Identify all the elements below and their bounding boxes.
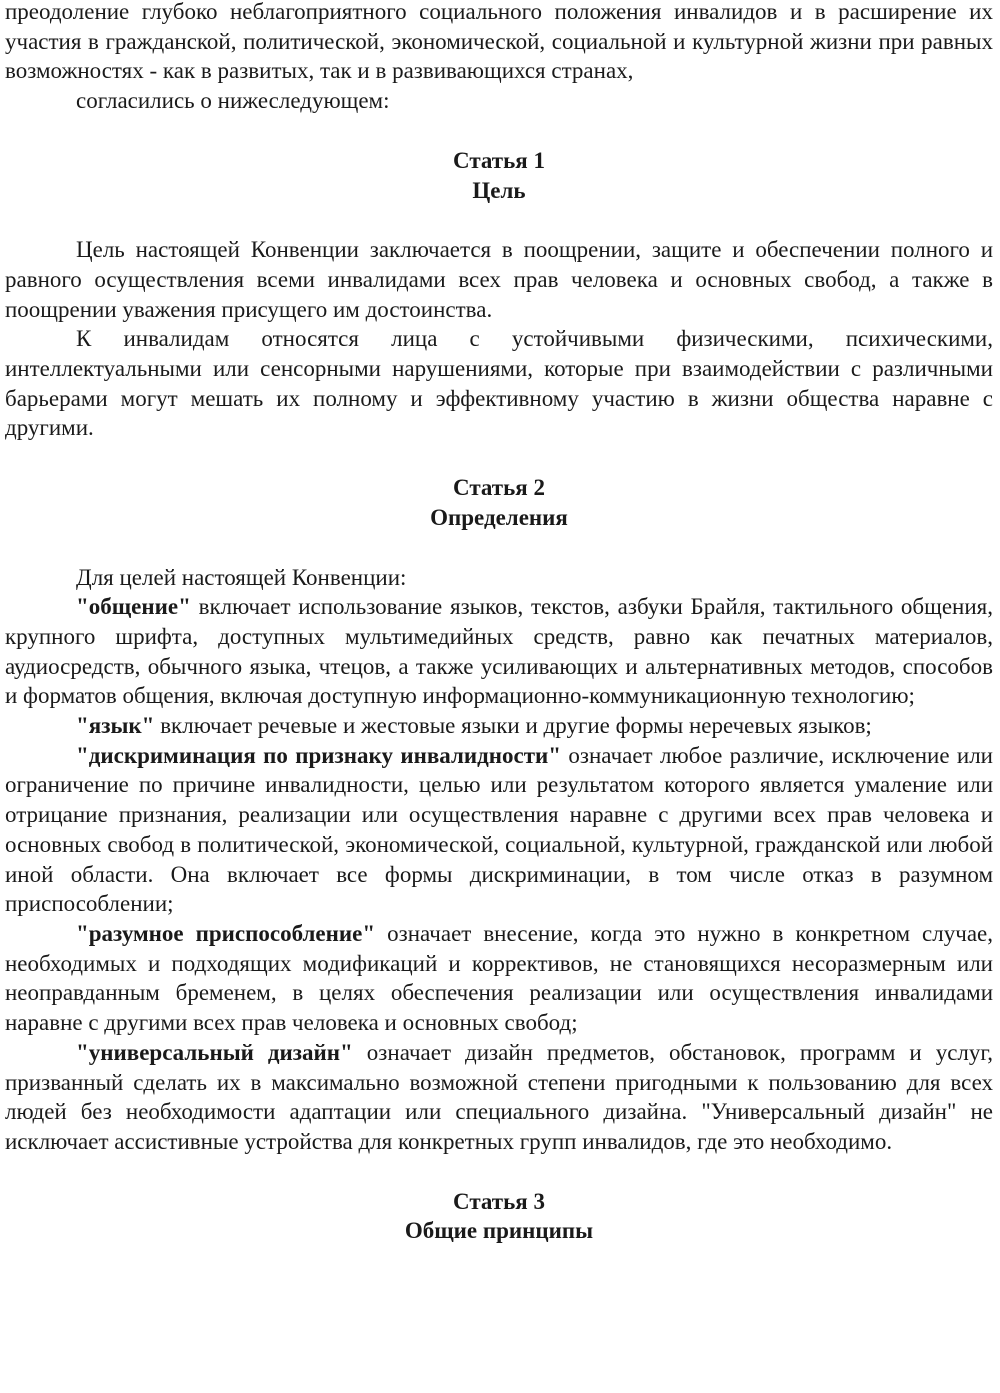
spacer xyxy=(5,116,993,146)
spacer xyxy=(5,533,993,563)
definition-text: включает речевые и жестовые языки и другие формы неречевых языков; xyxy=(154,713,872,739)
definition-term: "дискриминация по признаку инвалидности" xyxy=(76,742,562,768)
definition-text: означает дизайн предметов, обстановок, программ и услуг, призванный сделать их в максимально возможной степени пригодными к пользованию для всех людей без необходимости адаптации или специального дизайна. "Универсальный дизайн" не исключает ассистивные устройства для конкретных групп инвалидов, где это необходимо. xyxy=(5,1039,993,1154)
definition-text: включает использование языков, текстов, азбуки Брайля, тактильного общения, крупного шрифта, доступных мультимедийных средств, равно как печатных материалов, аудиосредств, обычного языка, чтецов, а также усиливающих и альтернативных методов, способов и форматов общения, включая доступную информационно-коммуникационную технологию; xyxy=(5,594,993,709)
article1-title: Цель xyxy=(472,177,526,203)
definition-term: "общение" xyxy=(76,594,191,620)
definition-discrimination xyxy=(5,741,993,919)
definition-reasonable-accommodation xyxy=(5,919,993,1038)
definition-text: означает внесение, когда это нужно в конкретном случае, необходимых и подходящих модификаций и коррективов, не становящихся несоразмерным или неоправданным бременем, в целях обеспечения реализации или осуществления инвалидами наравне с другими всех прав человека и основных свобод; xyxy=(5,920,993,1036)
article2-number: Статья 2 xyxy=(453,475,545,501)
article3-title: Общие принципы xyxy=(404,1218,594,1244)
article2-title: Определения xyxy=(430,504,568,530)
spacer xyxy=(5,443,993,473)
intro-continuation: преодоление глубоко неблагоприятного социального положения инвалидов и в расширение их участия в гражданской, политической, экономической, социальной и культурной жизни при равных возможностях - как в развитых, так и в развивающихся странах, xyxy=(5,0,993,84)
article1-paragraph: Цель настоящей Конвенции заключается в поощрении, защите и обеспечении полного и равного осуществления всеми инвалидами всех прав человека и основных свобод, а также в поощрении уважения присущего им достоинства. xyxy=(5,237,993,322)
definition-term: "разумное приспособление" xyxy=(76,920,376,946)
article2-lead: Для целей настоящей Конвенции: xyxy=(76,564,407,590)
article1-number: Статья 1 xyxy=(453,147,545,173)
definition-term: "язык" xyxy=(76,713,155,739)
spacer xyxy=(5,205,993,235)
spacer xyxy=(5,1157,993,1187)
definition-universal-design xyxy=(5,1038,993,1157)
definition-communication xyxy=(5,592,993,711)
definition-term: "универсальный дизайн" xyxy=(76,1039,353,1065)
intro-agreed: согласились о нижеследующем: xyxy=(76,88,390,114)
definition-language xyxy=(5,711,993,741)
article3-number: Статья 3 xyxy=(453,1188,545,1214)
document-page xyxy=(5,0,993,1246)
article1-paragraph: К инвалидам относятся лица с устойчивыми физическими, психическими, интеллектуальными или сенсорными нарушениями, которые при взаимодействии с различными барьерами могут мешать их полному и эффективному участию в жизни общества наравне с другими. xyxy=(5,326,993,441)
definition-text: означает любое различие, исключение или ограничение по причине инвалидности, целью или результатом которого является умаление или отрицание признания, реализации или осуществления наравне с другими всех прав человека и основных свобод в политической, экономической, социальной, культурной, гражданской или любой иной области. Она включает все формы дискриминации, в том числе отказ в разумном приспособлении; xyxy=(5,742,993,917)
